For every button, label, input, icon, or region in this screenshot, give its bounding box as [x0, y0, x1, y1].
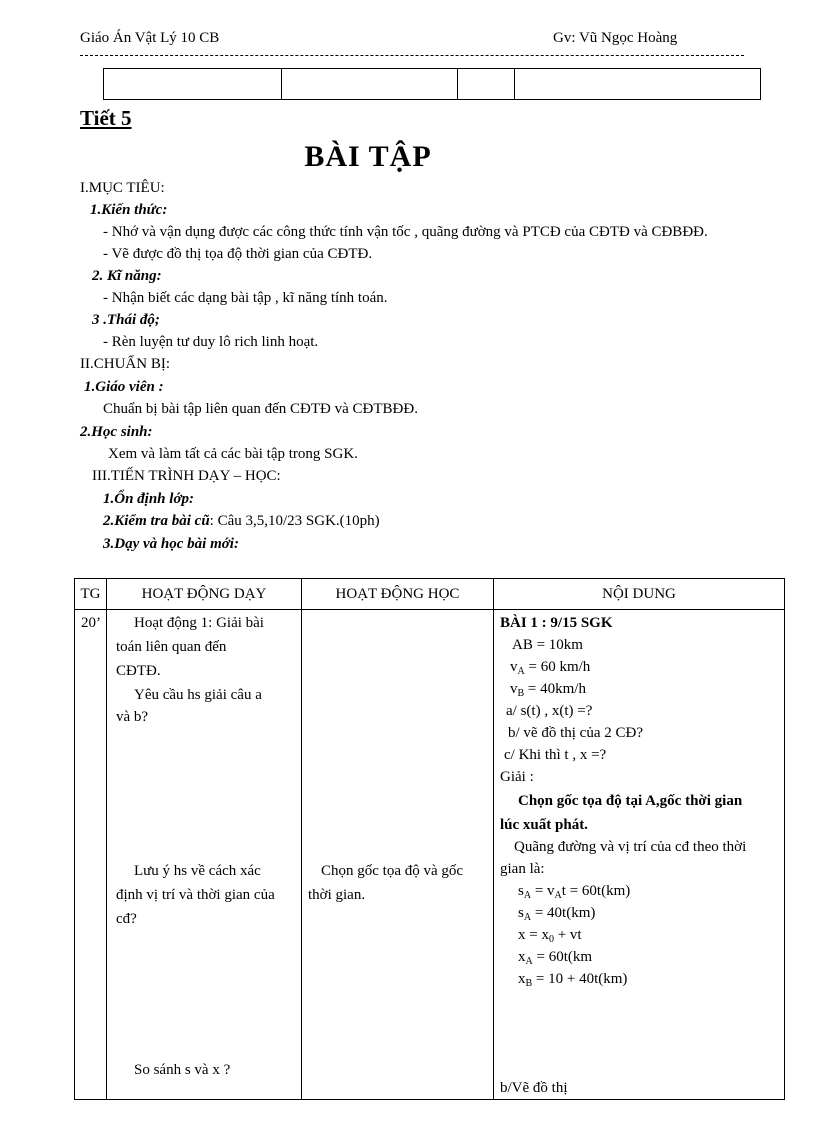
subscript: 0	[548, 934, 554, 945]
value: = 40km/h	[524, 681, 586, 697]
teacher-note: định vị trí và thời gian của	[116, 887, 275, 903]
symbol: s	[518, 883, 524, 899]
value: + vt	[553, 927, 582, 943]
symbol: v	[510, 659, 518, 675]
symbol: x	[518, 949, 526, 965]
exercise-title: BÀI 1 : 9/15 SGK	[500, 615, 613, 631]
teaching-cell	[107, 610, 302, 1100]
student-text: Xem và làm tất cả các bài tập trong SGK.	[108, 446, 358, 462]
symbol: x = x	[518, 927, 549, 943]
question: b/ vẽ đồ thị của 2 CĐ?	[508, 725, 643, 741]
formula	[518, 902, 595, 924]
skills-item: - Nhận biết các dạng bài tập , kĩ năng tính toán.	[103, 290, 388, 306]
subscript: A	[523, 890, 532, 901]
value: = v	[531, 883, 555, 899]
attitude-item: - Rèn luyện tư duy lô rich linh hoạt.	[103, 334, 319, 350]
formula	[518, 968, 627, 990]
header-course: Giáo Án Vật Lý 10 CB	[80, 30, 220, 46]
learning-cell	[302, 610, 494, 1100]
student-activity: thời gian.	[308, 887, 366, 903]
time-value: 20’	[81, 615, 101, 631]
teacher-note: Lưu ý hs về cách xác	[134, 863, 261, 879]
attitude-heading: 3 .Thái độ;	[92, 312, 160, 328]
student-activity: Chọn gốc tọa độ và gốc	[321, 863, 464, 879]
teacher-request: và b?	[116, 709, 149, 725]
activity-title: Hoạt động 1: Giải bài	[134, 615, 264, 631]
subscript: B	[517, 688, 525, 699]
graph-task: b/Vẽ đồ thị	[500, 1080, 568, 1096]
subscript: A	[525, 956, 533, 967]
col-header-teaching: HOẠT ĐỘNG DẠY	[107, 579, 302, 610]
solution-label: Giải :	[500, 769, 534, 785]
subscript: A	[517, 666, 525, 677]
step-2	[103, 513, 380, 530]
lesson-period: Tiết 5	[80, 106, 132, 130]
step-2-text: : Câu 3,5,10/23 SGK.(10ph)	[209, 513, 380, 529]
value: = 60t(km	[532, 949, 593, 965]
blank-cell	[458, 69, 515, 100]
formula	[518, 946, 592, 968]
value: = 10 + 40t(km)	[532, 971, 628, 987]
lesson-title: BÀI TẬP	[304, 140, 432, 173]
blank-cell	[104, 69, 282, 100]
symbol: x	[518, 971, 526, 987]
question: c/ Khi thì t , x =?	[504, 747, 607, 763]
value: t = 60t(km)	[561, 883, 631, 899]
step-3: 3.Dạy và học bài mới:	[103, 536, 239, 552]
skills-heading: 2. Kĩ năng:	[92, 268, 162, 284]
blank-cell	[515, 69, 761, 100]
formula	[518, 880, 630, 902]
origin-choice: Chọn gốc tọa độ tại A,gốc thời gian	[518, 793, 743, 809]
header-blank-table	[103, 68, 761, 100]
value: = 40t(km)	[531, 905, 596, 921]
col-header-learning: HOẠT ĐỘNG HỌC	[302, 579, 494, 610]
symbol: v	[510, 681, 518, 697]
question: a/ s(t) , x(t) =?	[506, 703, 593, 719]
teacher-heading: 1.Giáo viên :	[84, 379, 164, 395]
given-value: AB = 10km	[512, 637, 583, 653]
blank-cell	[282, 69, 458, 100]
given-value	[510, 678, 586, 700]
process-heading: III.TIẾN TRÌNH DẠY – HỌC:	[92, 468, 281, 484]
knowledge-item: - Vẽ được đồ thị tọa độ thời gian của CĐTĐ.	[103, 246, 373, 262]
distance-intro: gian là:	[500, 861, 545, 877]
activity-title: toán liên quan đến	[116, 639, 227, 655]
subscript: A	[523, 912, 532, 923]
knowledge-item: - Nhớ và vận dụng được các công thức tính vận tốc , quãng đường và PTCĐ của CĐTĐ và CĐBĐĐ.	[103, 224, 708, 240]
lesson-plan-table	[74, 578, 785, 1100]
col-header-time: TG	[75, 579, 107, 610]
teacher-text: Chuẩn bị bài tập liên quan đến CĐTĐ và CĐTBĐĐ.	[103, 401, 418, 417]
distance-intro: Quãng đường và vị trí của cđ theo thời	[514, 839, 747, 855]
teacher-note: cđ?	[116, 911, 137, 927]
header-divider	[80, 55, 744, 56]
student-heading: 2.Học sinh:	[80, 424, 153, 440]
step-2-label: 2.Kiểm tra bài cũ	[103, 513, 210, 529]
activity-title: CĐTĐ.	[116, 663, 161, 679]
knowledge-heading: 1.Kiến thức:	[90, 202, 168, 218]
origin-choice: lúc xuất phát.	[500, 817, 588, 833]
header-teacher: Gv: Vũ Ngọc Hoàng	[553, 30, 678, 46]
preparation-heading: II.CHUẨN BỊ:	[80, 356, 170, 372]
objectives-heading: I.MỤC TIÊU:	[80, 180, 165, 196]
formula	[518, 924, 582, 946]
subscript: B	[525, 978, 533, 989]
teacher-question: So sánh s và x ?	[134, 1062, 231, 1078]
subscript: A	[554, 890, 562, 901]
given-value	[510, 656, 590, 678]
col-header-content: NỘI DUNG	[494, 579, 785, 610]
step-1: 1.Ổn định lớp:	[103, 491, 194, 507]
symbol: s	[518, 905, 524, 921]
teacher-request: Yêu cầu hs giải câu a	[134, 687, 262, 703]
content-cell	[494, 610, 785, 1100]
value: = 60 km/h	[524, 659, 591, 675]
time-cell	[75, 610, 107, 1100]
